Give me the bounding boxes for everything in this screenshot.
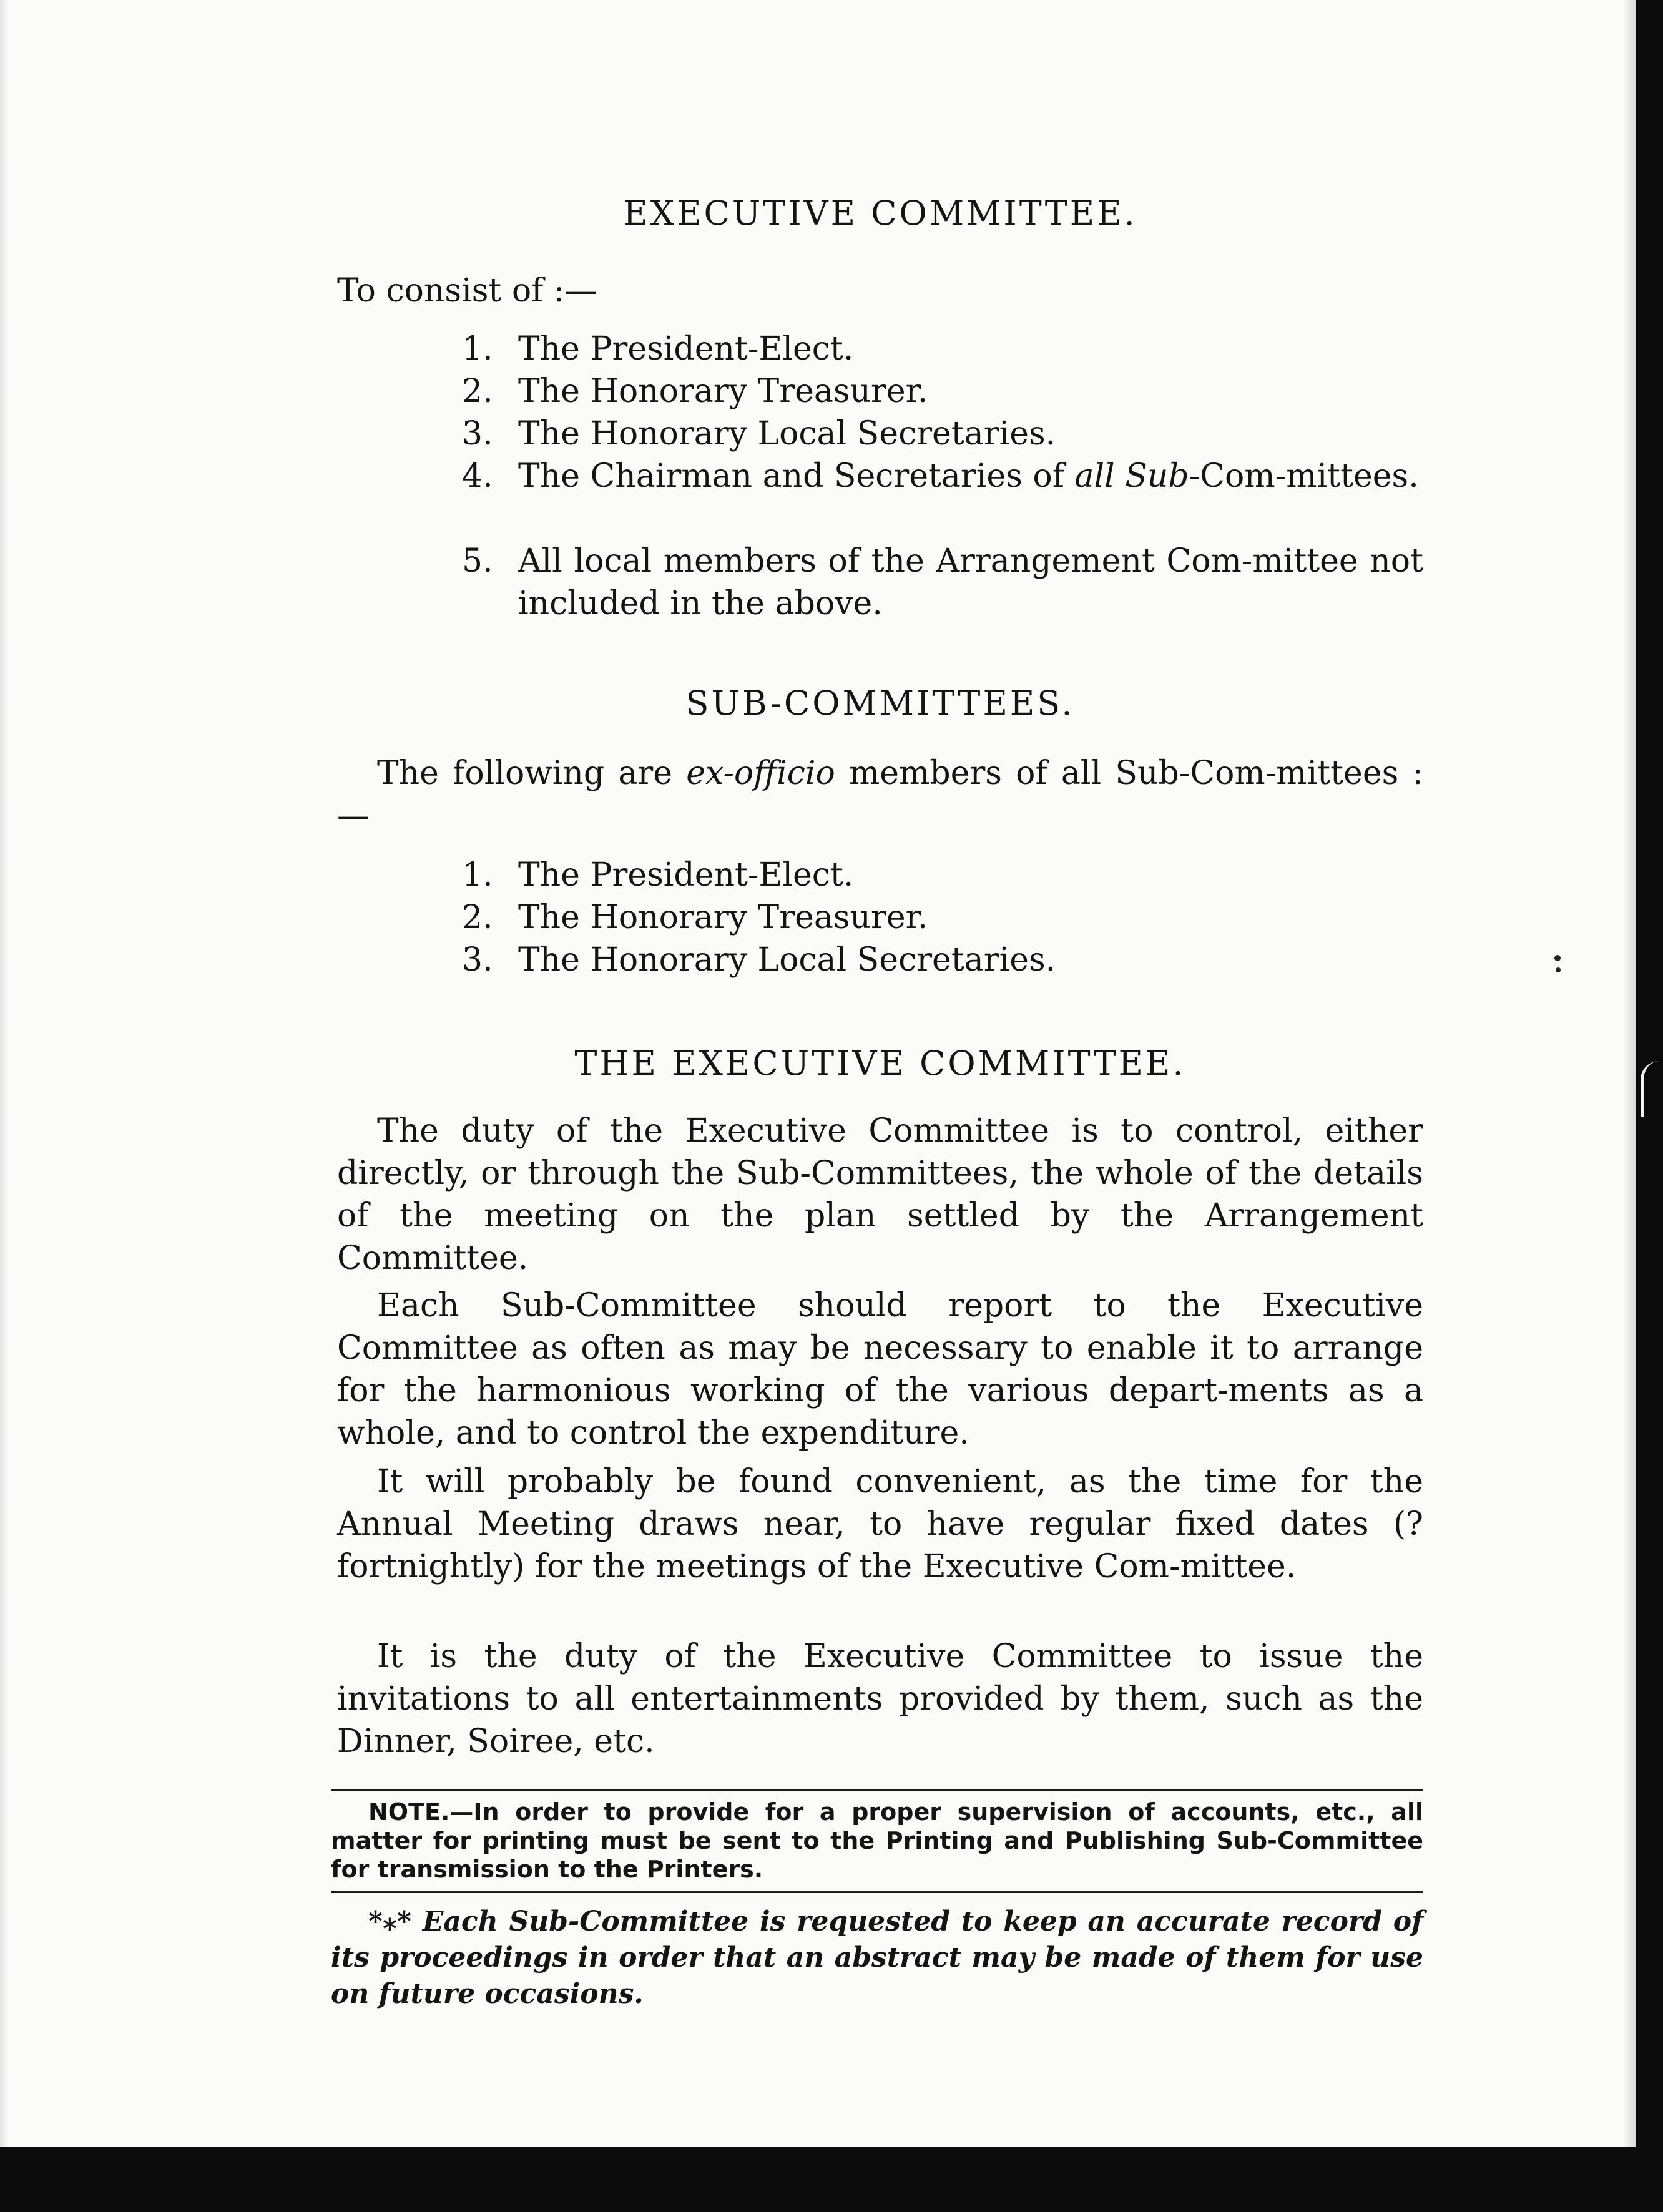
list-text <box>518 455 1423 497</box>
record-keeping-footnote <box>331 1904 1423 2012</box>
intro-italic: ex-officio <box>686 755 835 792</box>
sub-committees-heading: SUB-COMMITTEES. <box>685 683 1075 723</box>
list-text: The Honorary Treasurer. <box>518 899 928 936</box>
list-text: All local members of the Arrangement Com-mittee not included in the above. <box>518 542 1423 622</box>
body-paragraph: It is the duty of the Executive Committee to issue the invitations to all entertainments provided by them, such as the Dinner, Soiree, etc. <box>337 1638 1423 1760</box>
executive-committee-intro: To consist of :— <box>337 272 597 310</box>
page-right-shadow <box>1623 0 1636 2212</box>
scan-border-bottom <box>0 2147 1663 2212</box>
list-number: 5. <box>462 542 493 580</box>
body-paragraph: Each Sub-Committee should report to the Executive Committee as often as may be necessary to enable it to arrange for the harmonious working of the various depart-ments as a whole, and to control the expenditure. <box>337 1287 1423 1452</box>
page-curl-mark <box>1641 1061 1661 1117</box>
list-number: 2. <box>462 373 493 410</box>
footnote-text: Each Sub-Committee is requested to keep an accurate record of its proceedings in order that an abstract may be made of them for use on future occasions. <box>331 1906 1423 2010</box>
the-executive-committee-heading: THE EXECUTIVE COMMITTEE. <box>574 1044 1186 1083</box>
asterism-mark: *⁎* <box>368 1906 412 1937</box>
list-text-part: -Com-mittees. <box>1189 458 1419 495</box>
body-paragraph: It will probably be found convenient, as the time for the Annual Meeting draws near, to have regular fixed dates (? fortnightly) for the meetings of the Executive Com-mittee. <box>337 1463 1423 1585</box>
sub-committees-intro <box>337 752 1423 837</box>
divider-rule <box>331 1789 1423 1791</box>
list-number: 3. <box>462 415 493 453</box>
divider-rule <box>331 1891 1423 1893</box>
scan-speck <box>1554 955 1561 961</box>
intro-part: members of all Sub-Com-mittees :— <box>337 755 1423 834</box>
intro-part: The following are <box>377 755 687 792</box>
list-text: The Honorary Treasurer. <box>518 373 928 410</box>
body-paragraph: The duty of the Executive Committee is to control, either directly, or through the Sub-Committees, the whole of the details of the meeting on the plan settled by the Arrangement Committee. <box>337 1112 1423 1277</box>
list-number: 4. <box>462 458 493 495</box>
list-text-part: The Chairman and Secretaries of <box>518 458 1075 495</box>
list-number: 2. <box>462 899 493 936</box>
list-text: The President-Elect. <box>518 330 854 368</box>
scan-speck <box>1556 967 1561 972</box>
printing-note: NOTE.—In order to provide for a proper supervision of accounts, etc., all matter for printing must be sent to the Printing and Publishing Sub-Committee for transmission to the Printers. <box>331 1798 1423 1883</box>
page-left-shadow <box>0 0 9 2147</box>
list-text-italic: all Sub <box>1074 458 1189 495</box>
list-number: 3. <box>462 941 493 979</box>
list-text: The Honorary Local Secretaries. <box>518 415 1056 453</box>
executive-committee-heading: EXECUTIVE COMMITTEE. <box>623 193 1137 233</box>
list-number: 1. <box>462 856 493 894</box>
list-number: 1. <box>462 330 493 368</box>
list-text: The President-Elect. <box>518 856 854 894</box>
list-text: The Honorary Local Secretaries. <box>518 941 1056 979</box>
